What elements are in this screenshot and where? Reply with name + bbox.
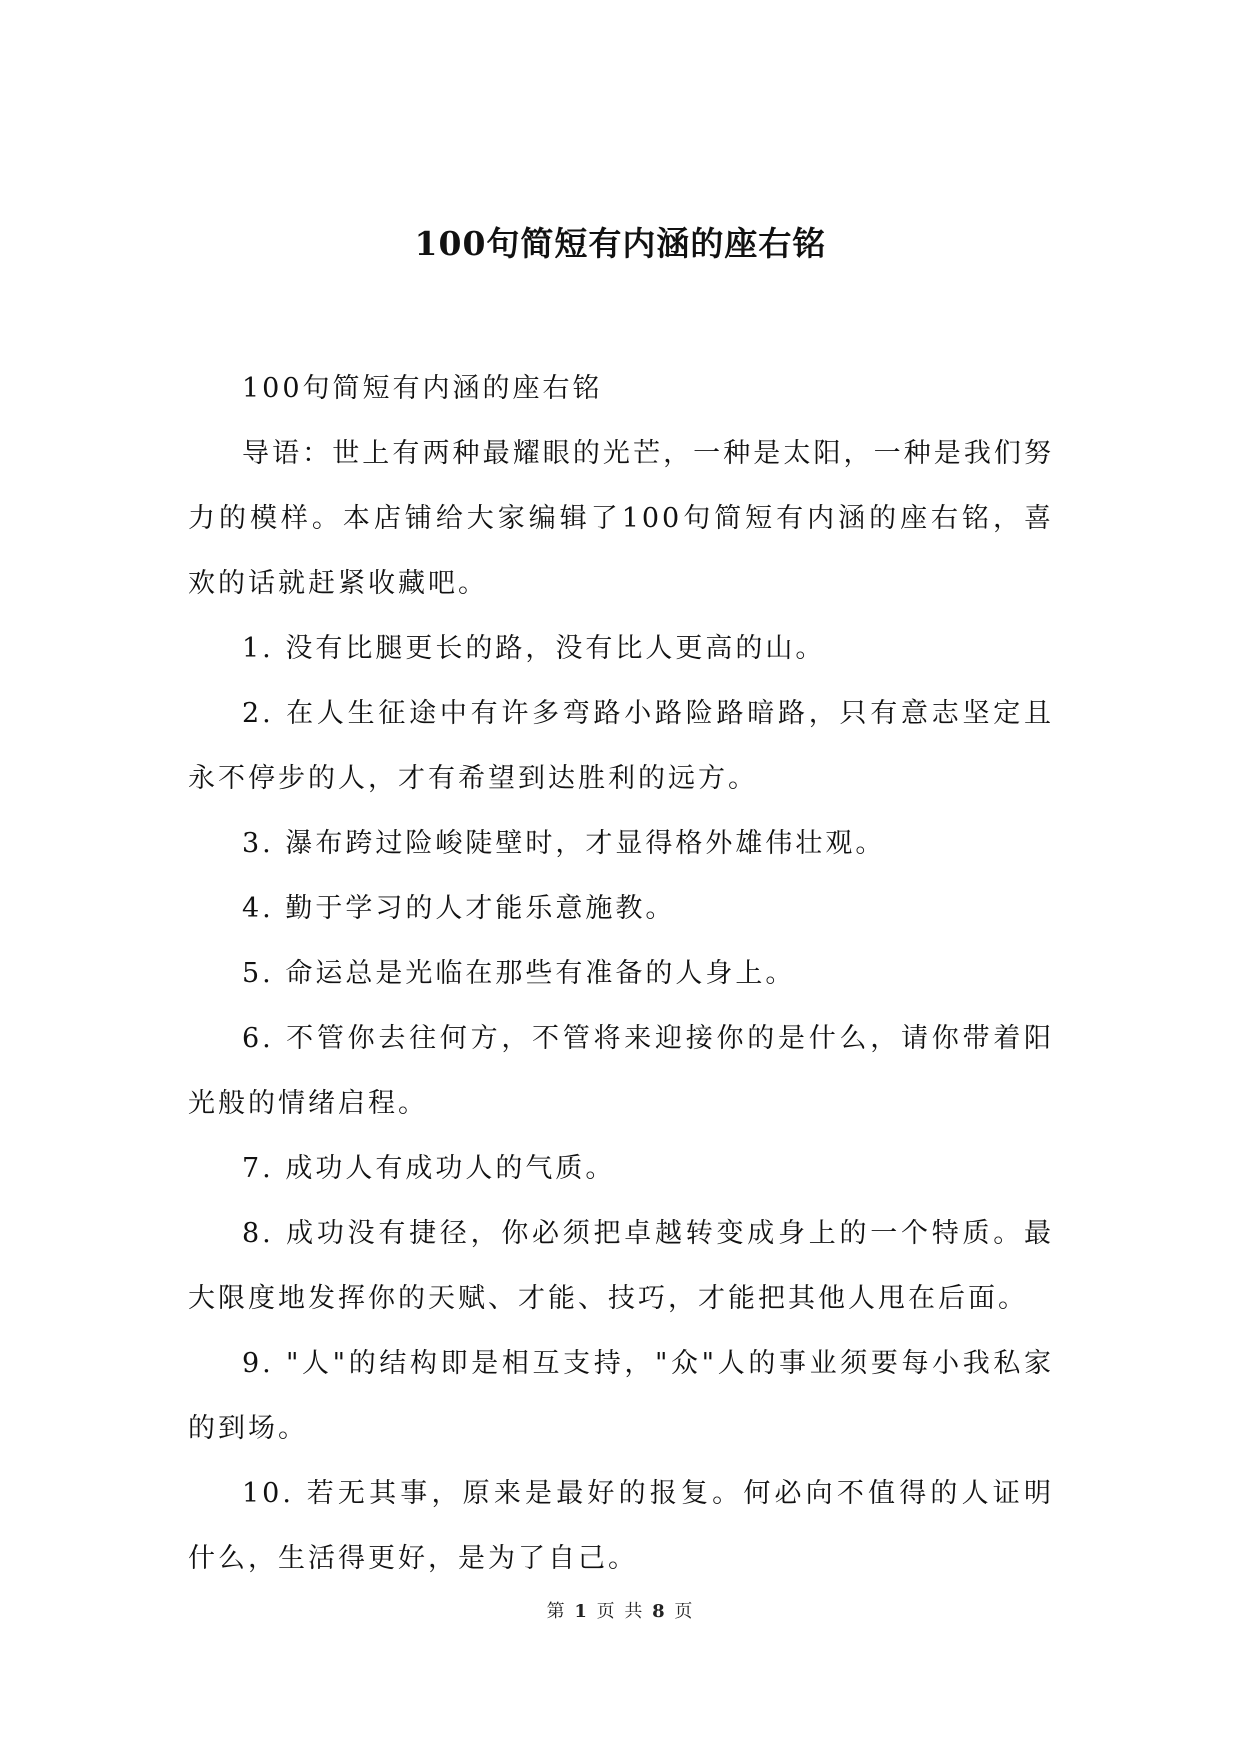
- paragraph-intro: 导语：世上有两种最耀眼的光芒，一种是太阳，一种是我们努力的模样。本店铺给大家编辑了100句简短有内涵的座右铭，喜欢的话就赶紧收藏吧。: [188, 438, 1054, 599]
- list-item: 5. 命运总是光临在那些有准备的人身上。: [242, 958, 796, 989]
- page-footer: [0, 1600, 1241, 1624]
- list-item: 4. 勤于学习的人才能乐意施教。: [242, 893, 676, 924]
- list-item: 8. 成功没有捷径，你必须把卓越转变成身上的一个特质。最大限度地发挥你的天赋、才能、技巧，才能把其他人甩在后面。: [188, 1218, 1054, 1314]
- document-title: 100句简短有内涵的座右铭: [414, 224, 827, 263]
- paragraph-subtitle: 100句简短有内涵的座右铭: [242, 373, 603, 404]
- list-item: 9. "人"的结构即是相互支持，"众"人的事业须要每小我私家的到场。: [188, 1348, 1054, 1444]
- list-item: 7. 成功人有成功人的气质。: [242, 1153, 616, 1184]
- footer-total-pages: 8: [652, 1601, 667, 1622]
- list-item: 2. 在人生征途中有许多弯路小路险路暗路，只有意志坚定且永不停步的人，才有希望到达胜利的远方。: [188, 698, 1054, 794]
- list-item: 1. 没有比腿更长的路，没有比人更高的山。: [242, 633, 826, 664]
- footer-prefix: 第: [546, 1601, 567, 1622]
- footer-suffix: 页: [674, 1601, 695, 1622]
- document-body: [188, 356, 1054, 1591]
- list-item: 6. 不管你去往何方，不管将来迎接你的是什么，请你带着阳光般的情绪启程。: [188, 1023, 1054, 1119]
- list-item: 3. 瀑布跨过险峻陡壁时，才显得格外雄伟壮观。: [242, 828, 886, 859]
- list-item: 10. 若无其事，原来是最好的报复。何必向不值得的人证明什么，生活得更好，是为了自己。: [188, 1478, 1054, 1574]
- footer-middle: 页 共: [596, 1601, 645, 1622]
- footer-current-page: 1: [574, 1601, 589, 1622]
